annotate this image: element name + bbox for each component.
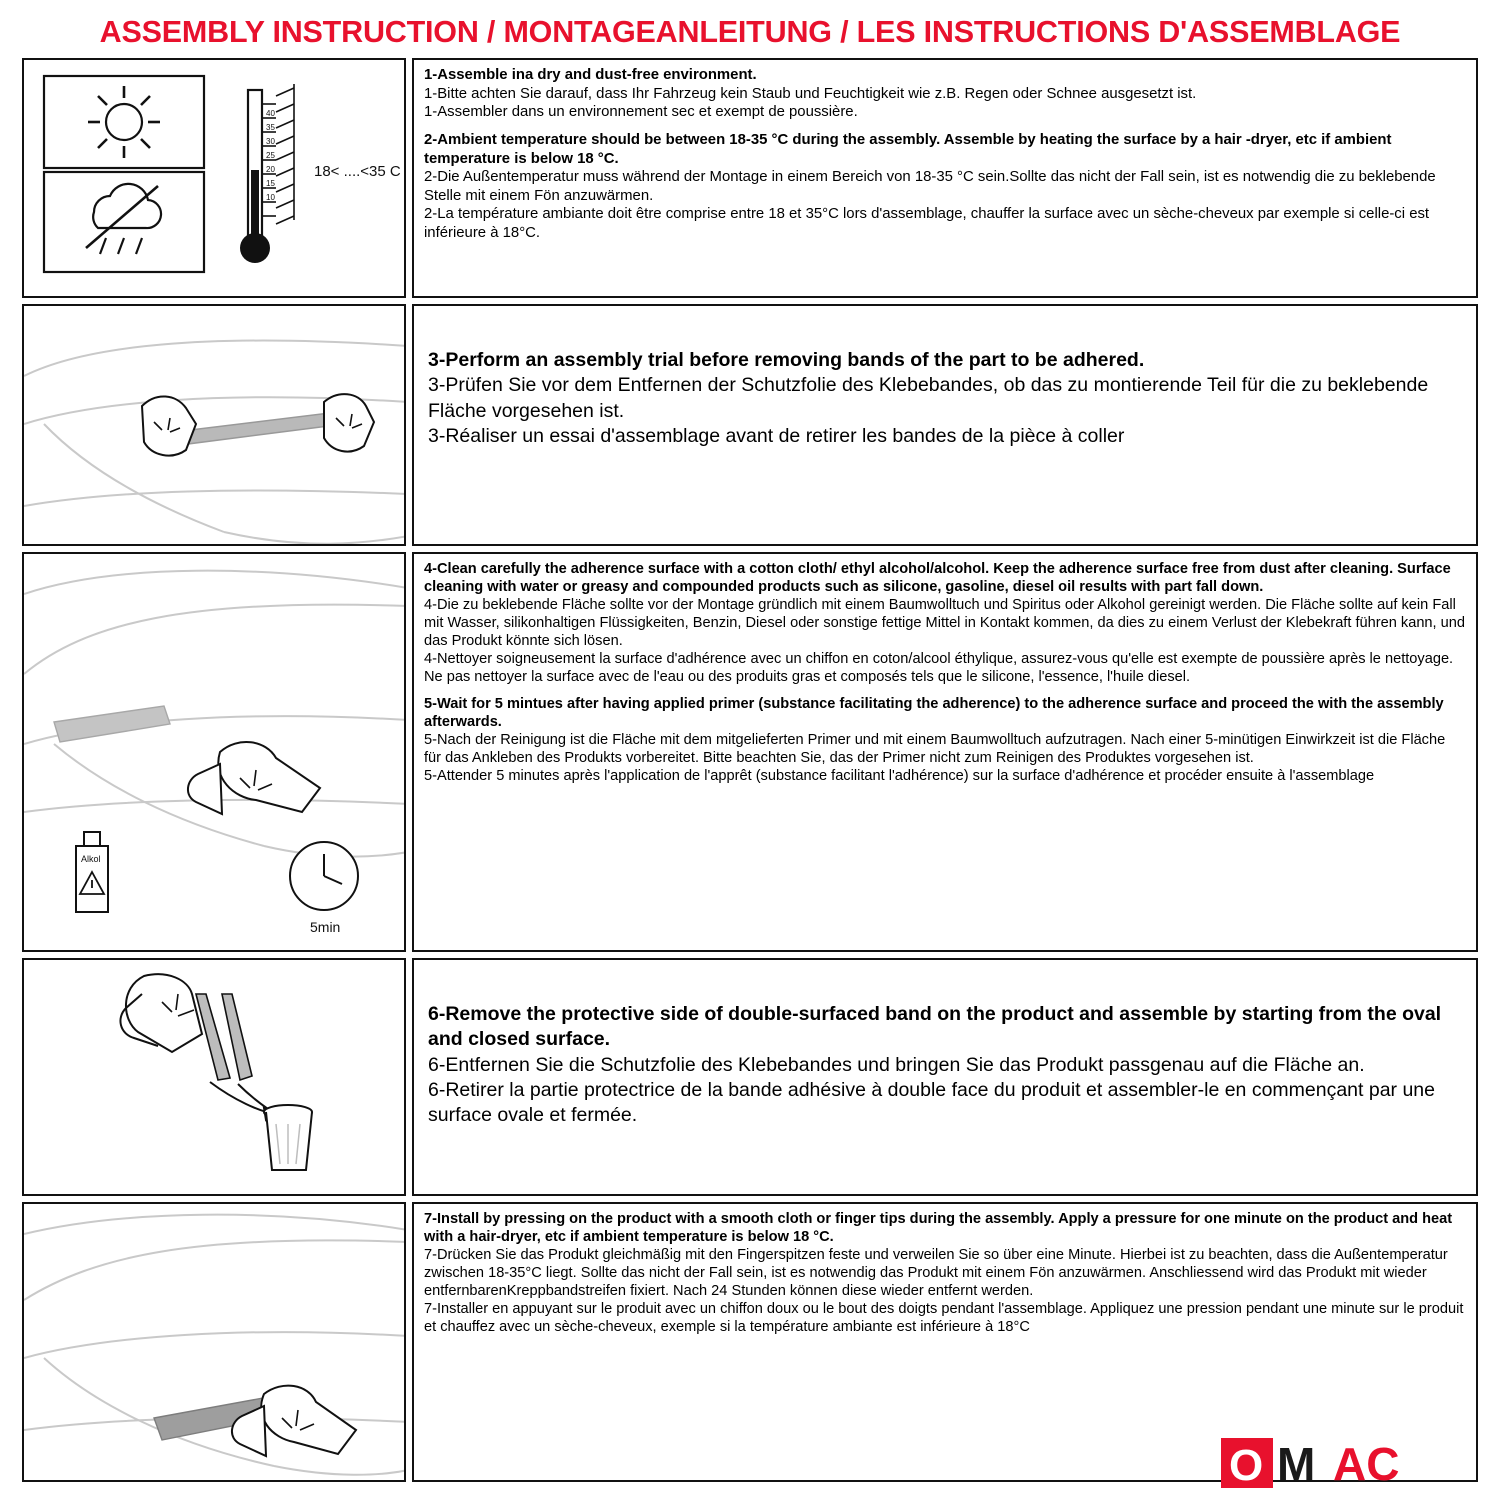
illustration-remove-film	[22, 958, 406, 1196]
step1-de: 1-Bitte achten Sie darauf, dass Ihr Fahrzeug kein Staub und Feuchtigkeit wie z.B. Regen oder Schnee ausgesetzt ist.	[424, 85, 1197, 102]
step-text-4	[412, 552, 1478, 952]
temperature-range-label: 18< ....<35 C	[314, 163, 401, 181]
step4-fr: 4-Nettoyer soigneusement la surface d'adhérence avec un chiffon en coton/alcool éthylique, assurez-vous qu'elle est exempte de poussière après le nettoyage. Ne pas nettoyer la surface avec de l'eau ou des produits gras et composés tels que le silicone, l'essence, l'huile diesel.	[424, 651, 1454, 686]
logo-letters-ac: AC	[1333, 1438, 1400, 1490]
page-title: ASSEMBLY INSTRUCTION / MONTAGEANLEITUNG / LES INSTRUCTIONS D'ASSEMBLAGE	[99, 15, 1401, 49]
step7-en: 7-Install by pressing on the product with a smooth cloth or finger tips during the assembly. Apply a pressure for one minute on the product and heat with a hair-dryer, etc if ambient temperature is below 18 °C.	[424, 1211, 1453, 1246]
step2-de: 2-Die Außentemperatur muss während der Montage in einem Bereich von 18-35 °C sein.Sollte das nicht der Fall sein, ist es notwendig die zu beklebende Stelle mit einem Fön anzuwärmen.	[424, 169, 1436, 204]
bottle-label: Alkol	[81, 854, 101, 865]
steps-list	[22, 58, 1478, 1488]
svg-text:15: 15	[266, 179, 275, 189]
svg-text:30: 30	[266, 137, 275, 147]
step5-de: 5-Nach der Reinigung ist die Fläche mit dem mitgelieferten Primer und mit einem Baumwolltuch aufzutragen. Nach einer 5-minütigen Einwirkzeit ist die Fläche für das Ankleben des Produkts vorbereitet. Bitte beachten Sie, das der Primer nicht zum Reinigen des Produktes vorgesehen ist.	[424, 732, 1446, 767]
step3-en: 3-Perform an assembly trial before removing bands of the part to be adhered.	[428, 349, 1145, 372]
step-text-3	[412, 304, 1478, 546]
step2-fr: 2-La température ambiante doit être comprise entre 18 et 35°C lors d'assemblage, chauffer la surface avec un sèche-cheveux par exemple si celle-ci est inférieure à 18°C.	[424, 206, 1430, 242]
svg-text:40: 40	[266, 109, 275, 119]
omac-logo	[1221, 1432, 1476, 1494]
illustration-sun-rain-thermometer	[22, 58, 406, 298]
step-row-3	[22, 304, 1478, 546]
step7-fr: 7-Installer en appuyant sur le produit avec un chiffon doux ou le bout des doigts pendant l'assemblage. Appliquez une pression pendant une minute sur le produit et chauffez avec un sèche-cheveux, exemple si la température ambiante est inférieure à 18°C	[424, 1301, 1464, 1336]
step-row-6	[22, 958, 1478, 1196]
step5-fr: 5-Attender 5 minutes après l'application de l'apprêt (substance facilitant l'adhérence) sur la surface d'adhérence et procéder ensuite à l'assemblage	[424, 768, 1375, 785]
svg-text:25: 25	[266, 151, 275, 161]
clock-label: 5min	[310, 919, 341, 936]
illustration-assembly-trial	[22, 304, 406, 546]
logo-letter-o: O	[1229, 1441, 1264, 1490]
step-text-6	[412, 958, 1478, 1196]
step6-en: 6-Remove the protective side of double-surfaced band on the product and assemble by starting from the oval and closed surface.	[428, 1003, 1442, 1051]
step1-en: 1-Assemble ina dry and dust-free environment.	[424, 67, 757, 84]
svg-text:10: 10	[266, 193, 275, 203]
logo-letter-m: M	[1277, 1438, 1316, 1490]
step-row-4	[22, 552, 1478, 952]
step1-fr: 1-Assembler dans un environnement sec et exempt de poussière.	[424, 104, 858, 121]
step3-de: 3-Prüfen Sie vor dem Entfernen der Schutzfolie des Klebebandes, ob das zu montierende Teil für die zu beklebende Fläche vorgesehen ist.	[428, 374, 1429, 422]
step4-en: 4-Clean carefully the adherence surface with a cotton cloth/ ethyl alcohol/alcohol. Keep the adherence surface free from dust after cleaning. Surface cleaning with water or greasy and compounded products such as silicone, gasoline, diesel oil results with part fall down.	[424, 561, 1451, 596]
svg-text:35: 35	[266, 123, 275, 133]
step4-de: 4-Die zu beklebende Fläche sollte vor der Montage gründlich mit einem Baumwolltuch und Spiritus oder Alkohol gereinigt werden. Die Fläche sollte auf kein Fall mit Wasser, silikonhaltigen Flüssigkeiten, Benzin, Diesel oder sonstige fettige Mittel in Kontakt kommen, da dies zu einem Verlust der Klebekraft führen kann, und das Produkt könnte sich lösen.	[424, 597, 1466, 650]
illustration-clean-surface	[22, 552, 406, 952]
svg-text:20: 20	[266, 165, 275, 175]
step3-fr: 3-Réaliser un essai d'assemblage avant de retirer les bandes de la pièce à coller	[428, 425, 1125, 448]
step6-de: 6-Entfernen Sie die Schutzfolie des Klebebandes und bringen Sie das Produkt passgenau auf die Fläche an.	[428, 1053, 1365, 1076]
step7-de: 7-Drücken Sie das Produkt gleichmäßig mit den Fingerspitzen feste und verweilen Sie so über eine Minute. Hierbei ist zu beachten, dass die Außentemperatur zwischen 18-35°C liegt. Sollte das nicht der Fall sein, ist es notwendig das Produkt mit einem Fön anzuwärmen. Anschliessend wird das Produkt mit wieder entfernbarenKreppbandstreifen fixiert. Nach 24 Stunden können diese wieder entfernt werden.	[424, 1247, 1448, 1300]
illustration-press-product	[22, 1202, 406, 1482]
step2-en: 2-Ambient temperature should be between 18-35 °C during the assembly. Assemble by heating the surface by a hair -dryer, etc if ambient temperature is below 18 °C.	[424, 131, 1392, 167]
step-text-1	[412, 58, 1478, 298]
step-row-1	[22, 58, 1478, 298]
step5-en: 5-Wait for 5 mintues after having applied primer (substance facilitating the adherence) to the adherence surface and proceed the with the assembly afterwards.	[424, 696, 1444, 731]
step6-fr: 6-Retirer la partie protectrice de la bande adhésive à double face du produit et assembler-le en commençant par une surface ovale et fermée.	[428, 1079, 1436, 1127]
